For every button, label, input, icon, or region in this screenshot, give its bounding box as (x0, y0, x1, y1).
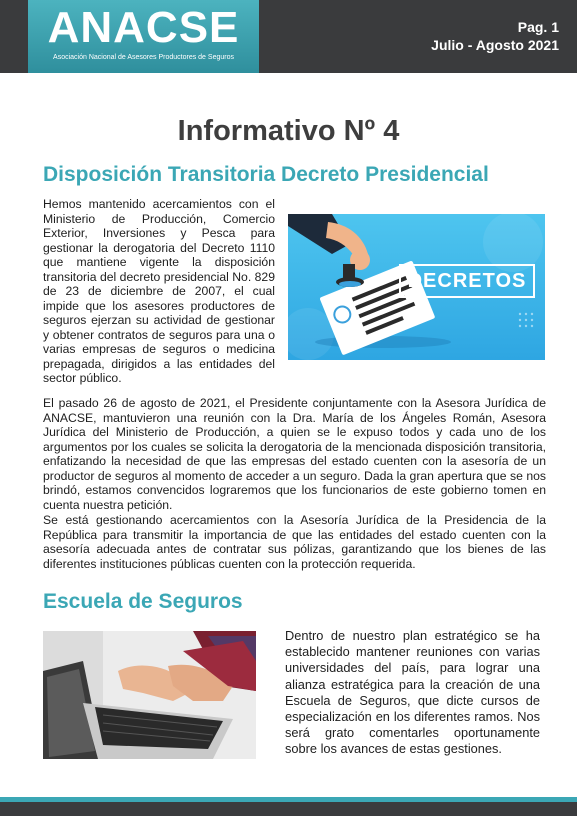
paragraph-presidency: Se está gestionando acercamientos con la Asesoría Jurídica de la Presidencia de la República para transmitir la importancia de que las entidades del estado cuenten con la asesoría adecuada antes de contratar sus pólizas, garantizando que los bienes de las diferentes instituciones públicas cuenten con la protección requerida. (43, 513, 546, 571)
laptop-typing-photo (43, 631, 256, 759)
page-number: Pag. 1 (517, 19, 559, 35)
paragraph-school: Dentro de nuestro plan estratégico se ha establecido mantener reuniones con varias universidades del país, para lograr una alianza estratégica para la creación de una Escuela de Seguros, que dicte cursos de especialización en los diferentes ramos. Nos será grato comentarles oportunamente sobre los avances de estas gestiones. (285, 628, 540, 757)
decretos-label: DECRETOS (407, 270, 527, 292)
section-title-decree: Disposición Transitoria Decreto Presidencial (43, 163, 489, 186)
issue-date: Julio - Agosto 2021 (431, 37, 559, 53)
issue-info (431, 18, 559, 54)
laptop-hands-illustration (43, 631, 256, 759)
newsletter-title: Informativo Nº 4 (177, 115, 400, 147)
anacse-logo (28, 0, 259, 73)
paragraph-meeting: El pasado 26 de agosto de 2021, el Presidente conjuntamente con la Asesora Jurídica de ANACSE, mantuvieron una reunión con la Dra. María de los Ángeles Román, Asesora Jurídica del Ministerio de Producción, a quien se le expuso todos y cada uno de los argumentos por los cuales se solicita la derogatoria de la mencionada disposición transitoria, enfatizando la necesidad de que las empresas del estado cuenten con la asesoría de un productor de seguros al momento de acceder a un seguro. Dada la gran apertura que se nos brindó, estamos convencidos lograremos que los funcionarios de este gobierno tomen en cuenta nuestra petición. (43, 396, 546, 512)
page-header (0, 0, 577, 73)
footer-bar (0, 802, 577, 816)
decretos-illustration (288, 214, 545, 360)
paragraph-decree-intro: Hemos mantenido acercamientos con el Ministerio de Producción, Comercio Exterior, Inversiones y Pesca para gestionar la derogatoria del Decreto 1110 que mantiene vigente la disposición transitoria del decreto presidencial No. 829 de 23 de diciembre de 2007, el cual impide que los asesores productores de seguros ejerzan su actividad de gestionar y obtener contratos de seguros para una o varias empresas de seguros o medicina prepagada, dirigidos a las entidades del sector público. (43, 197, 275, 385)
logo-subtitle: Asociación Nacional de Asesores Productores de Seguros (53, 54, 234, 61)
logo-wordmark: ANACSE (47, 3, 240, 52)
decretos-label-frame (399, 264, 535, 298)
section-title-school: Escuela de Seguros (43, 590, 243, 613)
